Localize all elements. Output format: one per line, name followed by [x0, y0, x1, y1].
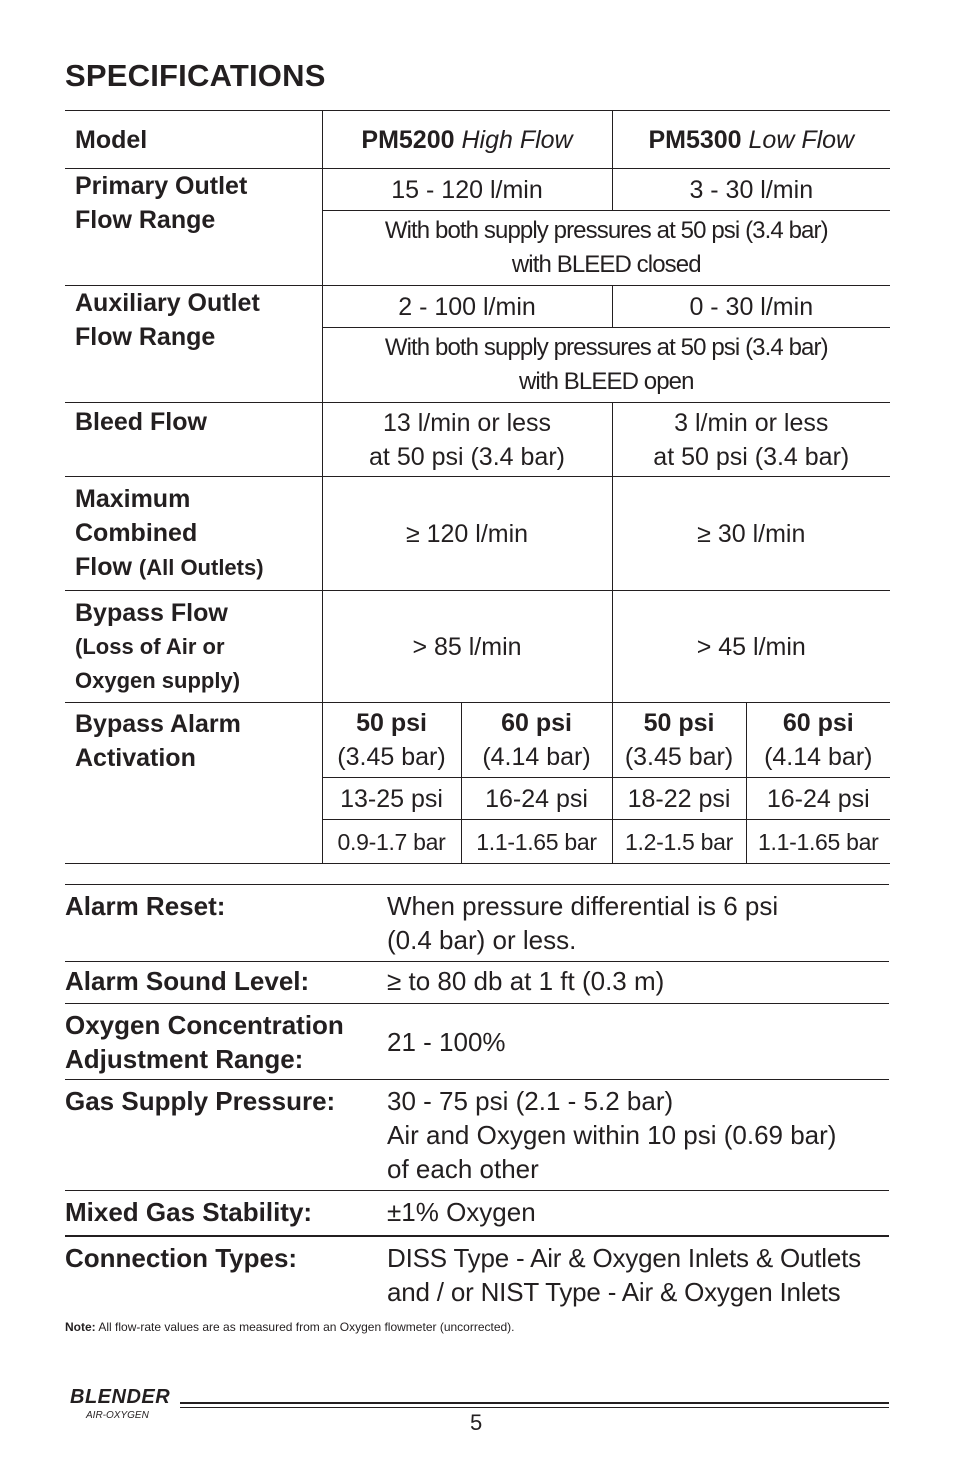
bleed-pm5300-value: 3 l/min or less at 50 psi (3.4 bar) [612, 403, 890, 477]
alarm-reset-value: When pressure differential is 6 psi (0.4 bar) or less. [387, 885, 889, 962]
oxygen-concentration-value: 21 - 100% [387, 1004, 889, 1080]
auxiliary-pm5200-value: 2 - 100 l/min [322, 286, 612, 328]
bleed-pm5200-value: 13 l/min or less at 50 psi (3.4 bar) [322, 403, 612, 477]
max-pm5200-value: ≥ 120 l/min [322, 477, 612, 591]
alarm-col-1-header: 50 psi (3.45 bar) [322, 703, 461, 778]
primary-note: With both supply pressures at 50 psi (3.4 bar) with BLEED closed [322, 211, 890, 286]
table-row-auxiliary [65, 286, 890, 328]
specifications-table [65, 110, 890, 864]
mixed-gas-value: ±1% Oxygen [387, 1191, 889, 1236]
table-row-bypass [65, 591, 890, 703]
page-number: 5 [470, 1410, 483, 1435]
alarm-col-4-psi: 16-24 psi [746, 778, 890, 820]
list-item-alarm-sound [65, 962, 889, 1004]
model-label: Model [65, 111, 322, 169]
list-item-oxygen-concentration [65, 1004, 889, 1080]
alarm-col-1-bar: 0.9-1.7 bar [322, 820, 461, 864]
primary-pm5200-value: 15 - 120 l/min [322, 169, 612, 211]
oxygen-concentration-key: Oxygen Concentration Adjustment Range: [65, 1004, 387, 1080]
primary-pm5300-value: 3 - 30 l/min [612, 169, 890, 211]
max-pm5300-value: ≥ 30 l/min [612, 477, 890, 591]
pm5200-header: PM5200 High Flow [322, 111, 612, 169]
table-row-model [65, 111, 890, 169]
table-row-bleed [65, 403, 890, 477]
bypass-alarm-label: Bypass Alarm Activation [65, 703, 322, 864]
page-title: SPECIFICATIONS [65, 58, 326, 93]
brand-logo: BLENDER [70, 1386, 171, 1408]
table-row-max-combined [65, 477, 890, 591]
alarm-sound-value: ≥ to 80 db at 1 ft (0.3 m) [387, 962, 889, 1004]
brand-subtitle: AIR-OXYGEN [86, 1410, 149, 1421]
bypass-pm5200-value: > 85 l/min [322, 591, 612, 703]
auxiliary-note: With both supply pressures at 50 psi (3.4 bar) with BLEED open [322, 328, 890, 403]
footer-rule [180, 1402, 889, 1404]
table-row-primary [65, 169, 890, 211]
connection-types-value: DISS Type - Air & Oxygen Inlets & Outlets and / or NIST Type - Air & Oxygen Inlets [387, 1236, 889, 1311]
alarm-col-3-header: 50 psi (3.45 bar) [612, 703, 746, 778]
list-item-connection-types [65, 1236, 889, 1311]
list-item-alarm-reset [65, 885, 889, 962]
alarm-col-4-bar: 1.1-1.65 bar [746, 820, 890, 864]
bypass-flow-label: Bypass Flow (Loss of Air or Oxygen supply) [65, 591, 322, 703]
bypass-pm5300-value: > 45 l/min [612, 591, 890, 703]
alarm-sound-key: Alarm Sound Level: [65, 962, 387, 1004]
list-item-mixed-gas [65, 1191, 889, 1236]
alarm-col-2-header: 60 psi (4.14 bar) [461, 703, 612, 778]
auxiliary-outlet-label: Auxiliary Outlet Flow Range [65, 286, 322, 403]
gas-supply-key: Gas Supply Pressure: [65, 1080, 387, 1191]
primary-outlet-label: Primary Outlet Flow Range [65, 169, 322, 286]
table-row-alarm-pressure [65, 703, 890, 778]
specifications-list [65, 884, 889, 1311]
alarm-col-2-psi: 16-24 psi [461, 778, 612, 820]
mixed-gas-key: Mixed Gas Stability: [65, 1191, 387, 1236]
alarm-col-2-bar: 1.1-1.65 bar [461, 820, 612, 864]
gas-supply-value: 30 - 75 psi (2.1 - 5.2 bar) Air and Oxygen within 10 psi (0.69 bar) of each other [387, 1080, 889, 1191]
max-combined-label: Maximum Combined Flow (All Outlets) [65, 477, 322, 591]
alarm-reset-key: Alarm Reset: [65, 885, 387, 962]
auxiliary-pm5300-value: 0 - 30 l/min [612, 286, 890, 328]
list-item-gas-supply [65, 1080, 889, 1191]
alarm-col-3-bar: 1.2-1.5 bar [612, 820, 746, 864]
connection-types-key: Connection Types: [65, 1236, 387, 1311]
alarm-col-3-psi: 18-22 psi [612, 778, 746, 820]
alarm-col-1-psi: 13-25 psi [322, 778, 461, 820]
bleed-flow-label: Bleed Flow [65, 403, 322, 477]
alarm-col-4-header: 60 psi (4.14 bar) [746, 703, 890, 778]
footnote: Note: All flow-rate values are as measured from an Oxygen flowmeter (uncorrected). [65, 1320, 515, 1334]
pm5300-header: PM5300 Low Flow [612, 111, 890, 169]
footer-rule-thin [180, 1407, 889, 1408]
